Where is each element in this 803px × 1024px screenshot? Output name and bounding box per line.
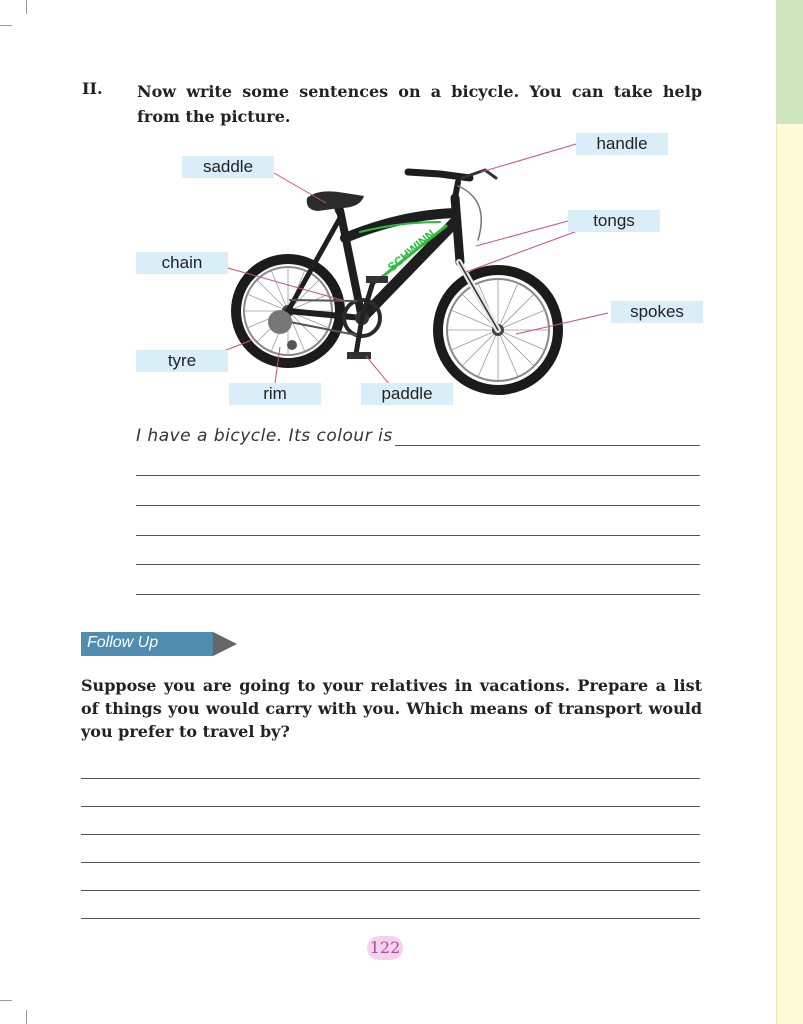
question-text: Now write some sentences on a bicycle. You can take help from the picture. — [137, 82, 702, 126]
label-saddle: saddle — [182, 156, 274, 178]
writing-line[interactable] — [136, 594, 700, 595]
label-handle: handle — [576, 133, 668, 155]
writing-line[interactable] — [81, 862, 700, 863]
page-number-badge: 122 — [367, 936, 403, 960]
question-number: II. — [82, 79, 103, 98]
label-spokes: spokes — [611, 301, 703, 323]
label-tyre: tyre — [136, 350, 228, 372]
writing-line[interactable] — [81, 778, 700, 779]
svg-text:SCHWINN: SCHWINN — [384, 226, 438, 275]
writing-line[interactable] — [136, 535, 700, 536]
label-paddle: paddle — [361, 383, 453, 405]
label-chain: chain — [136, 252, 228, 274]
label-tongs: tongs — [568, 210, 660, 232]
label-rim: rim — [229, 383, 321, 405]
writing-line[interactable] — [136, 564, 700, 565]
writing-line[interactable] — [81, 918, 700, 919]
prompt-sentence: I have a bicycle. Its colour is — [136, 426, 393, 446]
follow-up-text: Suppose you are going to your relatives in vacations. Prepare a list of things you would carry with you. Which means of transport would you prefer to travel by? — [81, 676, 702, 741]
play-arrow-icon — [213, 632, 237, 656]
writing-line[interactable] — [81, 834, 700, 835]
writing-line[interactable] — [395, 445, 700, 446]
writing-line[interactable] — [81, 890, 700, 891]
writing-line[interactable] — [136, 505, 700, 506]
writing-line[interactable] — [136, 475, 700, 476]
follow-up-heading: Follow Up — [87, 634, 159, 651]
writing-line[interactable] — [81, 806, 700, 807]
